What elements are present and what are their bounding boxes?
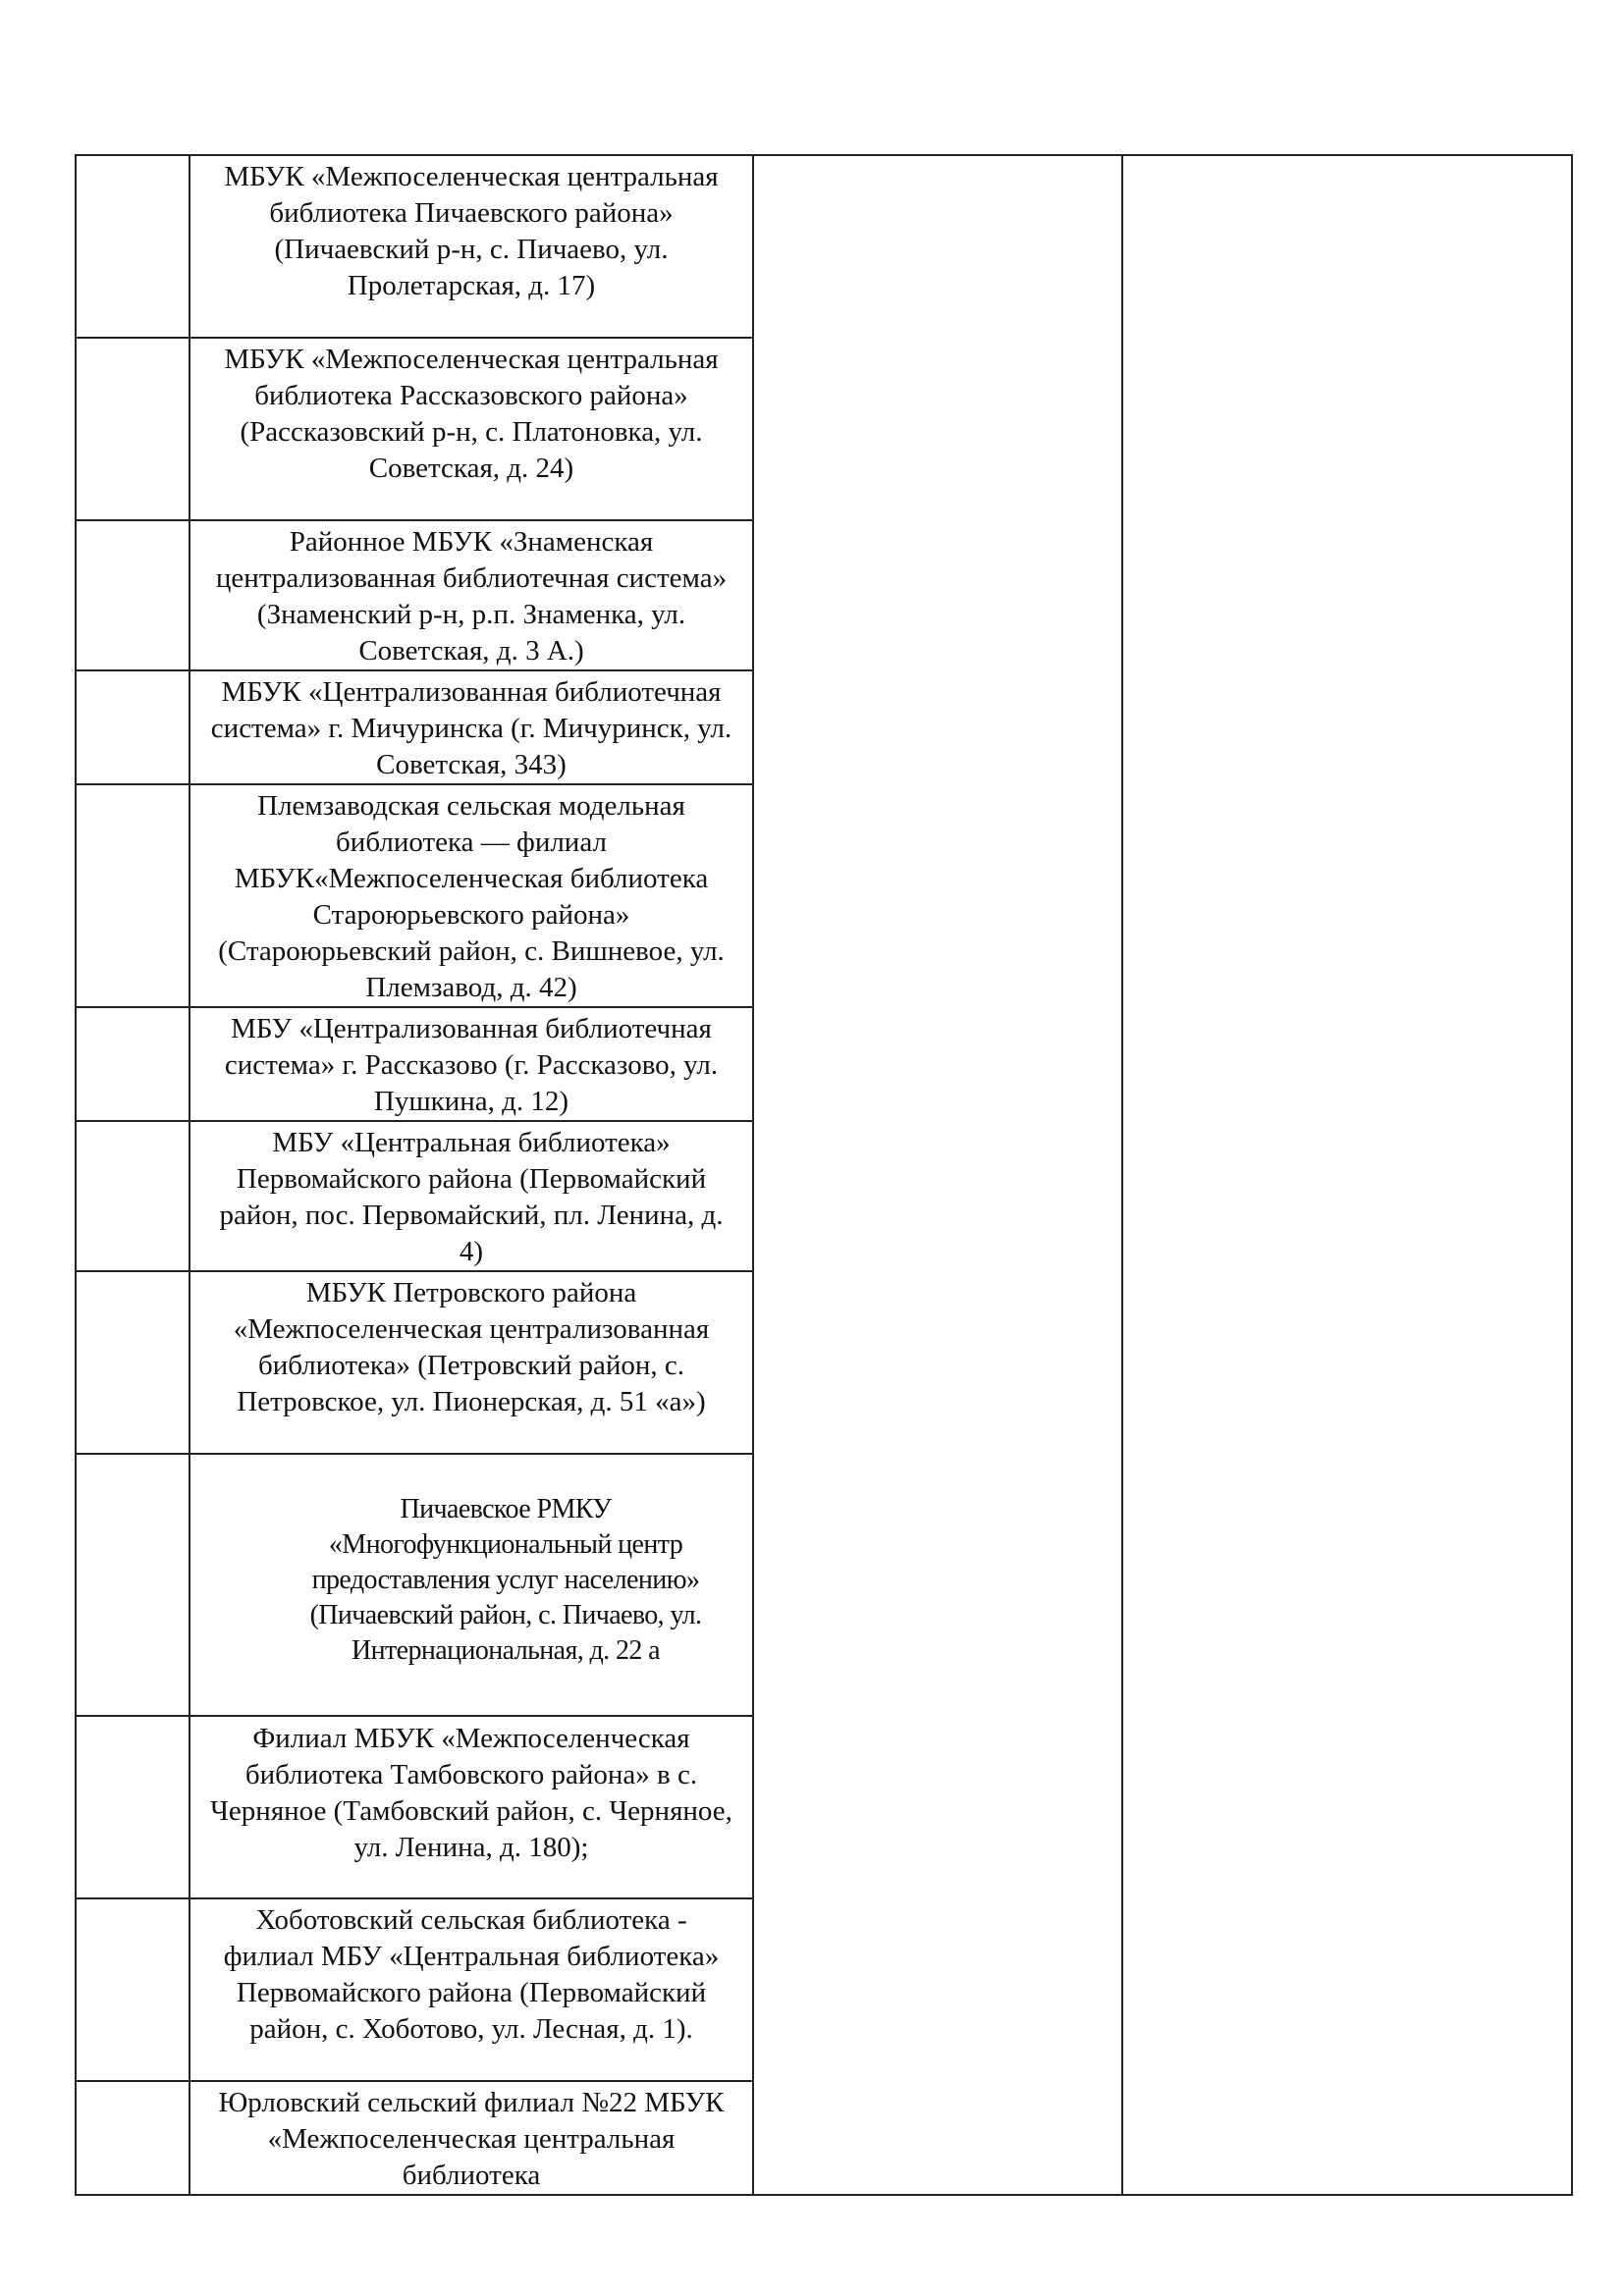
library-name-cell <box>189 338 753 520</box>
library-name-cell <box>189 1271 753 1454</box>
library-name: МБУ «Централизованная библиотечная система» г. Рассказово (г. Рассказово, ул. Пушкина, д. 12) <box>224 1013 719 1117</box>
row-number-cell <box>76 1454 189 1716</box>
row-number-cell <box>76 1271 189 1454</box>
library-name: Племзаводская сельская модельная библиотека — филиал МБУК«Межпоселенческая библиотека Староюрьевского района» (Староюрьевский район, с. Вишневое, ул. Племзавод, д. 42) <box>218 790 725 1003</box>
row-number-cell <box>76 1007 189 1121</box>
library-name-cell <box>189 670 753 784</box>
library-name: МБУК «Межпоселенческая центральная библиотека Пичаевского района» (Пичаевский р-н, с. Пичаево, ул. Пролетарская, д. 17) <box>224 161 719 301</box>
library-name-cell <box>189 1898 753 2081</box>
row-number-cell <box>76 670 189 784</box>
empty-column-cell <box>1122 155 1572 2195</box>
empty-column-cell <box>753 155 1122 2195</box>
row-number-cell <box>76 1121 189 1271</box>
library-name: Районное МБУК «Знаменская централизованная библиотечная система» (Знаменский р-н, р.п. Знаменка, ул. Советская, д. 3 А.) <box>215 526 728 667</box>
row-number-cell <box>76 520 189 670</box>
row-number-cell <box>76 155 189 338</box>
library-name-cell <box>189 2081 753 2195</box>
library-name: Хоботовский сельская библиотека - филиал МБУ «Центральная библиотека» Первомайского района (Первомайский район, с. Хоботово, ул. Лесная, д. 1). <box>223 1904 720 2045</box>
library-name-cell <box>189 520 753 670</box>
library-name-cell <box>189 784 753 1007</box>
library-name-cell <box>189 1121 753 1271</box>
library-name-cell <box>189 155 753 338</box>
library-name-cell <box>189 1454 753 1716</box>
row-number-cell <box>76 338 189 520</box>
row-number-cell <box>76 784 189 1007</box>
library-name: МБУК «Централизованная библиотечная система» г. Мичуринска (г. Мичуринск, ул. Советская, 343) <box>210 676 732 780</box>
library-name: МБУК «Межпоселенческая центральная библиотека Рассказовского района» (Рассказовский р-н, с. Платоновка, ул. Советская, д. 24) <box>224 344 719 484</box>
library-name-cell <box>189 1716 753 1898</box>
library-name: Филиал МБУК «Межпоселенческая библиотека Тамбовского района» в с. Черняное (Тамбовский район, с. Черняное, ул. Ленина, д. 180); <box>210 1723 732 1863</box>
row-number-cell <box>76 2081 189 2195</box>
library-name: МБУ «Центральная библиотека» Первомайского района (Первомайский район, пос. Первомайский, пл. Ленина, д. 4) <box>219 1127 724 1267</box>
row-number-cell <box>76 1716 189 1898</box>
library-name: Юрловский сельский филиал №22 МБУК «Межпоселенческая центральная библиотека <box>218 2087 725 2191</box>
library-name-cell <box>189 1007 753 1121</box>
row-number-cell <box>76 1898 189 2081</box>
library-name: Пичаевское РМКУ «Многофункциональный центр предоставления услуг населению» (Пичаевский район, с. Пичаево, ул. Интернациональная, д. 22 а <box>309 1494 702 1666</box>
table-row <box>76 155 1572 338</box>
library-table <box>75 154 1573 2196</box>
library-name: МБУК Петровского района «Межпоселенческая централизованная библиотека» (Петровский район, с. Петровское, ул. Пионерская, д. 51 «а») <box>233 1277 710 1417</box>
